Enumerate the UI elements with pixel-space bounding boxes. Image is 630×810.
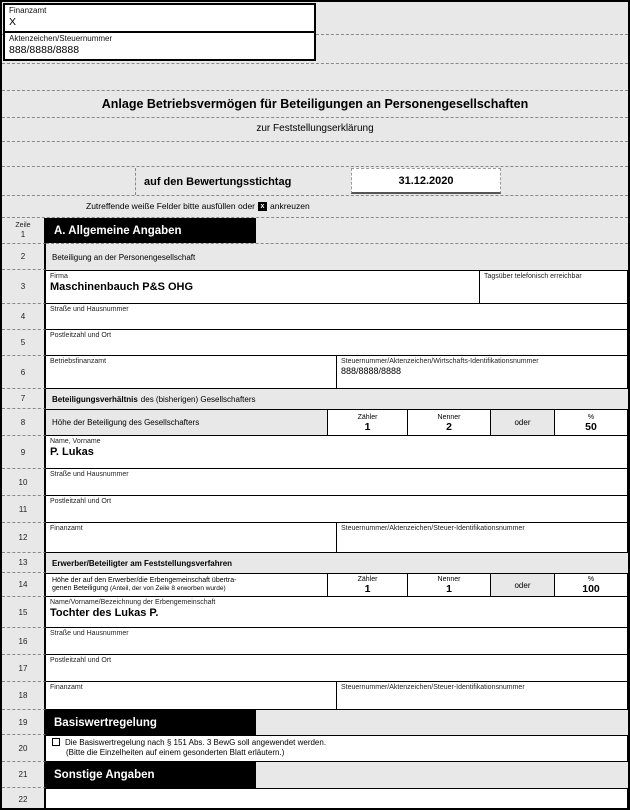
row-21 [46,762,628,788]
beteiligungsverhaeltnis-label-bold: Beteiligungsverhältnis [52,394,138,404]
zeile-cell-3 [2,270,46,304]
row-12 [46,523,628,553]
zeile-cell-20 [2,735,46,762]
strasse-label: Straße und Hausnummer [50,630,129,637]
table-row [2,330,628,356]
zeile-cell-1 [2,218,46,244]
section-basiswertregelung-header: Basiswertregelung [46,710,256,735]
zeile-cell-8 [2,409,46,436]
checked-checkbox-icon: x [258,202,267,211]
stichtag-label: auf den Bewertungsstichtag [135,168,291,195]
steuernummer-field-gesellschaft[interactable] [336,356,627,388]
nenner-value: 1 [446,583,452,595]
table-row [2,389,628,409]
divider [2,166,628,167]
zeile-number: 6 [20,367,26,377]
strasse-field-gesellschaft[interactable] [46,304,628,330]
plz-field-erwerber[interactable] [46,655,628,682]
oder-cell-8: oder [491,409,555,436]
zeile-cell-6 [2,356,46,389]
zeile-cell-11 [2,496,46,523]
steuernummer-label: Steuernummer/Aktenzeichen/Steuer-Identifikationsnummer [341,684,525,691]
steuernummer-field-erwerber[interactable] [336,682,627,709]
zeile-number: 12 [18,533,28,542]
firma-value: Maschinenbauch P&S OHG [50,281,194,293]
hoehe-uebertragene-beteiligung-label: Höhe der auf den Erwerber/die Erbengemeinschaft übertra- genen Beteiligung (Anteil, der von Zeile 8 erworben wurde) [46,573,328,597]
row-2 [46,244,628,270]
row-6 [46,356,628,389]
instruction-text-after: ankreuzen [270,201,310,211]
table-row [2,553,628,573]
prozent-field-14[interactable] [555,573,628,597]
nenner-label: Nenner [437,576,461,583]
strasse-label: Straße und Hausnummer [50,471,129,478]
zeile-cell-18 [2,682,46,710]
zaehler-label: Zähler [357,413,378,421]
zeile-number: 9 [20,447,26,457]
zeile-number: 20 [18,743,28,753]
sonstige-angaben-field[interactable] [46,788,628,810]
finanzamt-field-erwerber[interactable] [46,682,336,709]
phone-label: Tagsüber telefonisch erreichbar [484,273,582,280]
zeile-number: 7 [20,394,26,403]
table-row [2,788,628,810]
zaehler-value: 1 [364,583,371,595]
table-row [2,682,628,710]
row-1 [46,218,628,244]
table-row [2,356,628,389]
zeile-number: 1 [20,230,26,239]
row-3 [46,270,628,304]
form-table [2,217,628,810]
zeile-cell-7 [2,389,46,409]
plz-field-gesellschafter[interactable] [46,496,628,523]
table-row [2,218,628,244]
erwerber-label-bold: Erwerber/Beteiligter am Feststellungsverfahren [52,558,233,568]
zeile-number: 5 [20,338,26,347]
zaehler-field-14[interactable] [328,573,408,597]
zeile-cell-5 [2,330,46,356]
prozent-value: 100 [582,583,600,595]
strasse-field-gesellschafter[interactable] [46,469,628,496]
zeile-number: 16 [18,636,28,646]
finanzamt-label: Finanzamt [9,6,47,15]
zeile-number: 14 [18,580,28,589]
zeile-number: 8 [20,417,26,427]
plz-label: Postleitzahl und Ort [50,657,112,664]
instruction-text-before: Zutreffende weiße Felder bitte ausfüllen oder [86,201,255,211]
nenner-value: 2 [446,420,452,433]
zeile-cell-13 [2,553,46,573]
zeile-cell-12 [2,523,46,553]
finanzamt-value: X [9,16,17,28]
zeile-cell-9 [2,436,46,469]
zeile-cell-4 [2,304,46,330]
form-title: Anlage Betriebsvermögen für Beteiligungen an Personengesellschaften [101,97,529,111]
zeile-cell-10 [2,469,46,496]
zeile-cell-17 [2,655,46,682]
zeile-number: 2 [20,252,26,261]
row-14 [46,573,628,597]
table-row [2,409,628,436]
aktenzeichen-label: Aktenzeichen/Steuernummer [9,34,113,43]
table-row [2,469,628,496]
steuernummer-field-gesellschafter[interactable] [336,523,627,552]
section-sonstige-angaben-header: Sonstige Angaben [46,762,256,788]
basiswert-checkbox-line [52,738,621,748]
zeile-number: 15 [18,607,28,617]
zaehler-value: 1 [364,420,371,433]
zeile-number: 17 [18,663,28,673]
finanzamt-field-gesellschafter[interactable] [46,523,336,552]
id-box-group [3,3,316,61]
zeile-number: 19 [18,717,28,727]
finanzamt-label: Finanzamt [50,684,83,691]
finanzamt-field[interactable] [3,3,316,33]
phone-field[interactable] [479,271,627,303]
form-header [2,2,628,217]
plz-field-gesellschaft[interactable] [46,330,628,356]
zeile-number: 3 [20,282,26,291]
plz-label: Postleitzahl und Ort [50,498,112,505]
table-row [2,710,628,735]
zeile-cell-21 [2,762,46,788]
name-field-erwerber[interactable] [46,597,628,628]
row-8 [46,409,628,436]
zaehler-label: Zähler [357,576,378,583]
aktenzeichen-field[interactable] [3,31,316,61]
table-row [2,597,628,628]
table-row [2,304,628,330]
fill-instruction [86,196,310,216]
strasse-label: Straße und Hausnummer [50,306,129,313]
nenner-field-14[interactable] [408,573,491,597]
zeile-number: 22 [18,795,28,804]
beteiligungsverhaeltnis-label-rest: des (bisherigen) Gesellschafters [140,394,256,404]
firma-label: Firma [50,273,68,280]
table-row [2,436,628,469]
zeile-number: 4 [20,312,26,321]
zeile-cell-16 [2,628,46,655]
table-row [2,762,628,788]
steuernummer-label: Steuernummer/Aktenzeichen/Steuer-Identifikationsnummer [341,525,525,532]
beteiligung-label: Beteiligung an der Personengesellschaft [52,252,196,262]
name-label: Name, Vorname [50,438,101,445]
basiswert-text-line1: Die Basiswertregelung nach § 151 Abs. 3 BewG soll angewendet werden. [65,738,327,747]
section-a-header: A. Allgemeine Angaben [46,218,256,243]
row-13 [46,553,628,573]
betriebsfinanzamt-field[interactable] [46,356,336,388]
zeile-cell-2 [2,244,46,270]
finanzamt-label: Finanzamt [50,525,83,532]
divider [2,141,628,142]
name-value: P. Lukas [50,446,94,458]
row-18 [46,682,628,710]
name-erbengemeinschaft-value: Tochter des Lukas P. [50,607,159,619]
table-row [2,735,628,762]
prozent-field-8[interactable] [555,409,628,436]
zeile-column-header: Zeile [15,222,31,229]
betriebsfinanzamt-label: Betriebsfinanzamt [50,358,107,365]
zeile-number: 10 [18,477,28,487]
stichtag-date-field[interactable]: 31.12.2020 [351,168,501,194]
firma-field[interactable] [46,271,479,303]
hoehe-beteiligung-label: Höhe der Beteiligung des Gesellschafters [46,409,328,436]
nenner-field-8[interactable] [408,409,491,436]
basiswert-checkbox[interactable] [52,738,60,746]
zaehler-field-8[interactable] [328,409,408,436]
table-row [2,523,628,553]
zeile-cell-15 [2,597,46,628]
steuernummer-value: 888/8888/8888 [341,366,402,376]
zeile-number: 18 [18,691,28,700]
name-erbengemeinschaft-label: Name/Vorname/Bezeichnung der Erbengemeinschaft [50,599,216,606]
zeile-number: 13 [18,558,28,567]
aktenzeichen-value: 888/8888/8888 [9,44,80,56]
table-row [2,244,628,270]
zeile-cell-22 [2,788,46,810]
name-field-gesellschafter[interactable] [46,436,628,469]
row-20 [46,735,628,762]
prozent-label: % [587,576,595,583]
prozent-label: % [587,413,595,421]
row-7 [46,389,628,409]
oder-cell-14: oder [491,573,555,597]
row-19 [46,710,628,735]
table-row [2,270,628,304]
zeile-number: 11 [18,504,28,514]
table-row [2,573,628,597]
table-row [2,628,628,655]
zeile-cell-19 [2,710,46,735]
plz-label: Postleitzahl und Ort [50,332,112,339]
table-row [2,655,628,682]
basiswert-text-line2: (Bitte die Einzelheiten auf einem gesonderten Blatt erläutern.) [66,748,285,757]
steuernummer-label: Steuernummer/Aktenzeichen/Wirtschafts-Identifikationsnummer [341,358,539,365]
zeile-number: 21 [18,770,28,779]
table-row [2,496,628,523]
form-subtitle: zur Feststellungserklärung [256,123,374,134]
divider [2,63,628,64]
zeile-cell-14 [2,573,46,597]
strasse-field-erwerber[interactable] [46,628,628,655]
prozent-value: 50 [585,420,597,433]
nenner-label: Nenner [437,413,461,421]
